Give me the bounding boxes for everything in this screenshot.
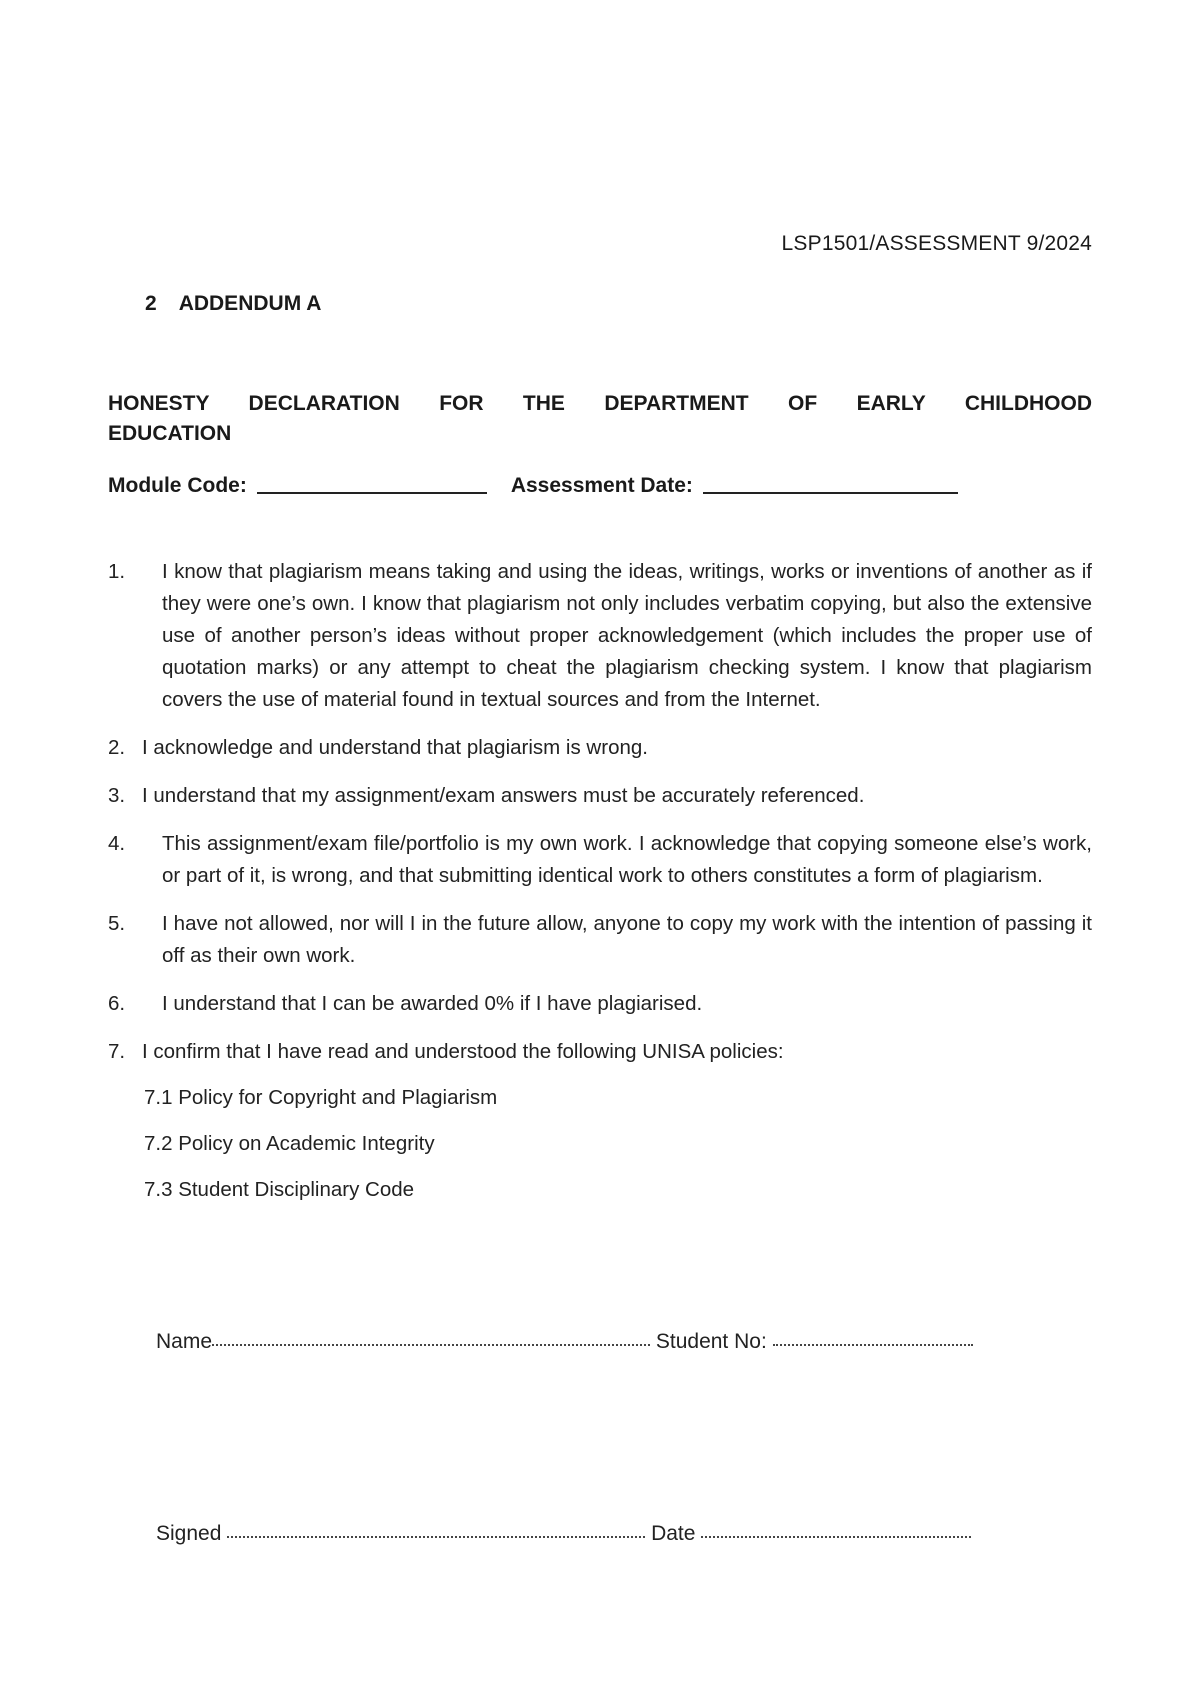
policy-item: 7.2 Policy on Academic Integrity bbox=[144, 1132, 435, 1155]
item-text: I have not allowed, nor will I in the future allow, anyone to copy my work with the intention of passing it off as their own work. bbox=[162, 912, 1092, 967]
policy-item: 7.3 Student Disciplinary Code bbox=[144, 1178, 415, 1201]
list-item bbox=[108, 556, 1092, 716]
list-item bbox=[108, 988, 1092, 1020]
name-student-row bbox=[156, 1330, 973, 1354]
name-blank[interactable] bbox=[212, 1340, 650, 1346]
list-item bbox=[108, 1036, 1092, 1068]
item-text: I confirm that I have read and understood the following UNISA policies: bbox=[142, 1040, 784, 1063]
list-item bbox=[108, 732, 1092, 764]
item-text: This assignment/exam file/portfolio is my own work. I acknowledge that copying someone else’s work, or part of it, is wrong, and that submitting identical work to others constitutes a form of plagiarism. bbox=[162, 832, 1092, 887]
module-code-blank[interactable] bbox=[257, 488, 487, 494]
item-number: 3. bbox=[108, 784, 126, 807]
item-number: 6. bbox=[108, 992, 126, 1015]
item-number: 7. bbox=[108, 1040, 126, 1063]
declaration-items bbox=[108, 556, 1092, 1220]
signed-date-row bbox=[156, 1522, 971, 1546]
list-item bbox=[108, 828, 1092, 892]
assessment-date-blank[interactable] bbox=[703, 488, 958, 494]
date-label: Date bbox=[651, 1522, 696, 1545]
module-fields-row bbox=[108, 474, 958, 498]
policy-list bbox=[108, 1082, 1092, 1206]
item-number: 5. bbox=[108, 912, 126, 935]
section-heading bbox=[145, 292, 321, 316]
list-item bbox=[108, 908, 1092, 972]
list-item bbox=[108, 780, 1092, 812]
item-number: 4. bbox=[108, 832, 126, 855]
section-title: ADDENDUM A bbox=[178, 292, 322, 315]
item-number: 1. bbox=[108, 560, 126, 583]
signed-label: Signed bbox=[156, 1522, 222, 1545]
student-no-blank[interactable] bbox=[773, 1340, 973, 1346]
item-number: 2. bbox=[108, 736, 126, 759]
module-code-label: Module Code: bbox=[108, 474, 247, 497]
policy-item: 7.1 Policy for Copyright and Plagiarism bbox=[144, 1086, 498, 1109]
item-text: I acknowledge and understand that plagiarism is wrong. bbox=[142, 736, 648, 759]
item-text: I know that plagiarism means taking and using the ideas, writings, works or inventions of another as if they were one’s own. I know that plagiarism not only includes verbatim copying, but also the extensive use of another person’s ideas without proper acknowledgement (which includes the proper use of quotation marks) or any attempt to cheat the plagiarism checking system. I know that plagiarism covers the use of material found in textual sources and from the Internet. bbox=[162, 560, 1092, 711]
student-no-label: Student No: bbox=[655, 1330, 767, 1353]
document-reference: LSP1501/ASSESSMENT 9/2024 bbox=[781, 232, 1092, 255]
name-label: Name bbox=[156, 1330, 213, 1353]
declaration-title: HONESTY DECLARATION FOR THE DEPARTMENT OF EARLY CHILDHOOD EDUCATION bbox=[108, 392, 1092, 445]
date-blank[interactable] bbox=[701, 1532, 971, 1538]
section-number: 2 bbox=[145, 292, 157, 315]
item-text: I understand that I can be awarded 0% if I have plagiarised. bbox=[162, 992, 703, 1015]
item-text: I understand that my assignment/exam answers must be accurately referenced. bbox=[142, 784, 865, 807]
signed-blank[interactable] bbox=[227, 1532, 645, 1538]
assessment-date-label: Assessment Date: bbox=[510, 474, 693, 497]
